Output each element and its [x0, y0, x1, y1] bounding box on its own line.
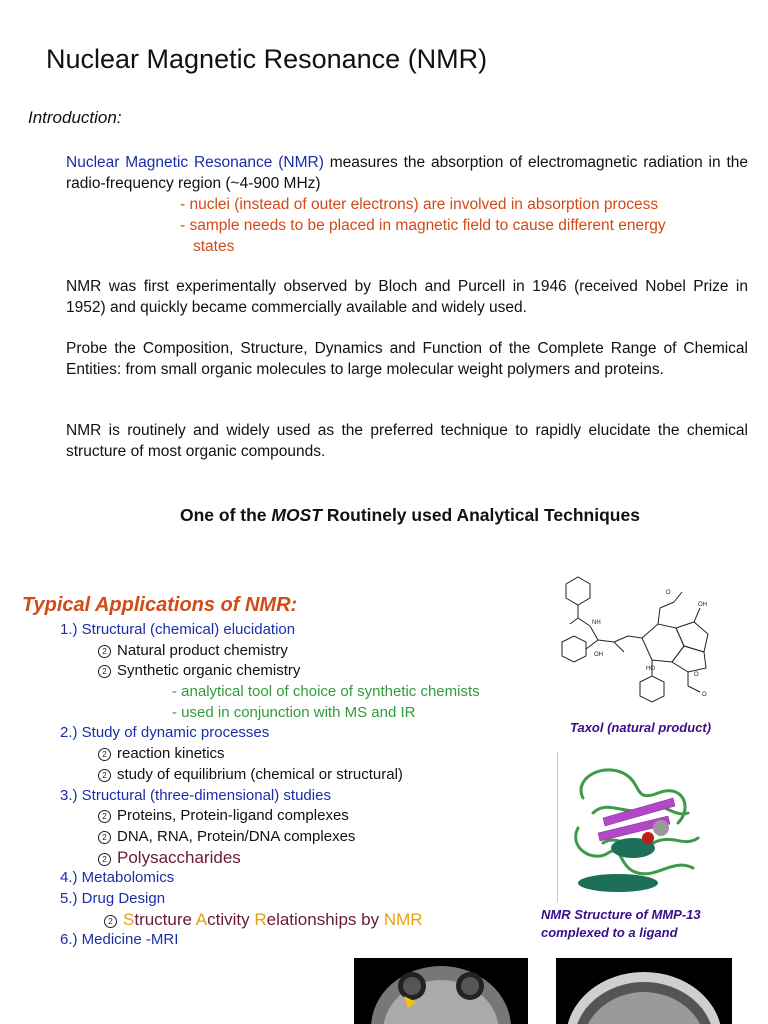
svg-text:NH: NH	[592, 620, 601, 626]
app-item-4: 4.) Metabolomics	[60, 869, 175, 887]
app-item-2a: reaction kinetics	[117, 745, 225, 763]
paragraph-history: NMR was first experimentally observed by Bloch and Purcell in 1946 (received Nobel Prize in 1952) and quickly became commercially available and widely used.	[66, 278, 748, 316]
app-item-5a: 2 Structure Activity Relationships by NMR	[104, 910, 480, 931]
bullet-sample: - sample needs to be placed in magnetic field to cause different energy	[180, 217, 666, 234]
svg-text:O: O	[666, 590, 671, 596]
headline: One of the MOST Routinely used Analytical Techniques	[180, 505, 640, 525]
app-item-3: 3.) Structural (three-dimensional) studies	[60, 786, 331, 804]
applications-list	[60, 620, 480, 951]
nmr-definition-text: measures the absorption of electromagnetic radiation in the radio-frequency region (~4-900 MHz)	[66, 154, 748, 192]
headline-emphasis: MOST	[271, 505, 322, 525]
app-item-2: 2.) Study of dynamic processes	[60, 724, 270, 742]
app-item-5: 5.) Drug Design	[60, 889, 166, 907]
svg-text:OH: OH	[698, 602, 707, 608]
paragraph-nmr-definition	[66, 152, 748, 194]
app-item-1b1: - analytical tool of choice of synthetic chemists	[172, 683, 480, 701]
svg-text:O: O	[694, 672, 699, 678]
app-item-1: 1.) Structural (chemical) elucidation	[60, 621, 296, 638]
mmp13-structure-image	[563, 758, 713, 903]
paragraph-probe: Probe the Composition, Structure, Dynamics and Function of the Complete Range of Chemical Entities: from small organic molecules to large molecular weight polymers and proteins.	[66, 340, 748, 378]
circle-bullet-icon: 2	[104, 915, 117, 928]
app-item-1b2: - used in conjunction with MS and IR	[172, 703, 416, 721]
app-item-1a: Natural product chemistry	[117, 641, 288, 659]
mmp13-caption: NMR Structure of MMP-13 complexed to a ligand	[541, 907, 701, 940]
taxol-caption: Taxol (natural product)	[570, 720, 712, 735]
taxol-structure-image	[548, 572, 728, 717]
page-title: Nuclear Magnetic Resonance (NMR)	[46, 44, 488, 74]
mri-axial-image	[354, 958, 528, 1024]
circle-bullet-icon: 2	[98, 645, 111, 658]
bullet-states: states	[193, 238, 235, 255]
circle-bullet-icon: 2	[98, 748, 111, 761]
app-item-3c: Polysaccharides	[117, 847, 241, 867]
bullet-nuclei: - nuclei (instead of outer electrons) are involved in absorption process	[180, 196, 659, 213]
circle-bullet-icon: 2	[98, 810, 111, 823]
app-item-3b: DNA, RNA, Protein/DNA complexes	[117, 827, 356, 845]
svg-text:OH: OH	[594, 652, 603, 658]
paragraph-routine: NMR is routinely and widely used as the preferred technique to rapidly elucidate the chemical structure of most organic compounds.	[66, 422, 748, 460]
svg-text:HO: HO	[646, 666, 655, 672]
circle-bullet-icon: 2	[98, 665, 111, 678]
nmr-term: Nuclear Magnetic Resonance (NMR)	[66, 154, 324, 171]
nmr-bullets	[180, 194, 666, 257]
applications-title: Typical Applications of NMR:	[22, 594, 298, 616]
svg-text:O: O	[702, 692, 707, 698]
mri-sagittal-image	[556, 958, 732, 1024]
divider-line	[557, 752, 558, 902]
app-item-1b: Synthetic organic chemistry	[117, 662, 301, 680]
app-item-6: 6.) Medicine -MRI	[60, 931, 179, 949]
circle-bullet-icon: 2	[98, 769, 111, 782]
circle-bullet-icon: 2	[98, 853, 111, 866]
circle-bullet-icon: 2	[98, 831, 111, 844]
app-item-3a: Proteins, Protein-ligand complexes	[117, 807, 349, 825]
intro-label: Introduction:	[28, 108, 122, 127]
app-item-2b: study of equilibrium (chemical or structural)	[117, 765, 403, 783]
